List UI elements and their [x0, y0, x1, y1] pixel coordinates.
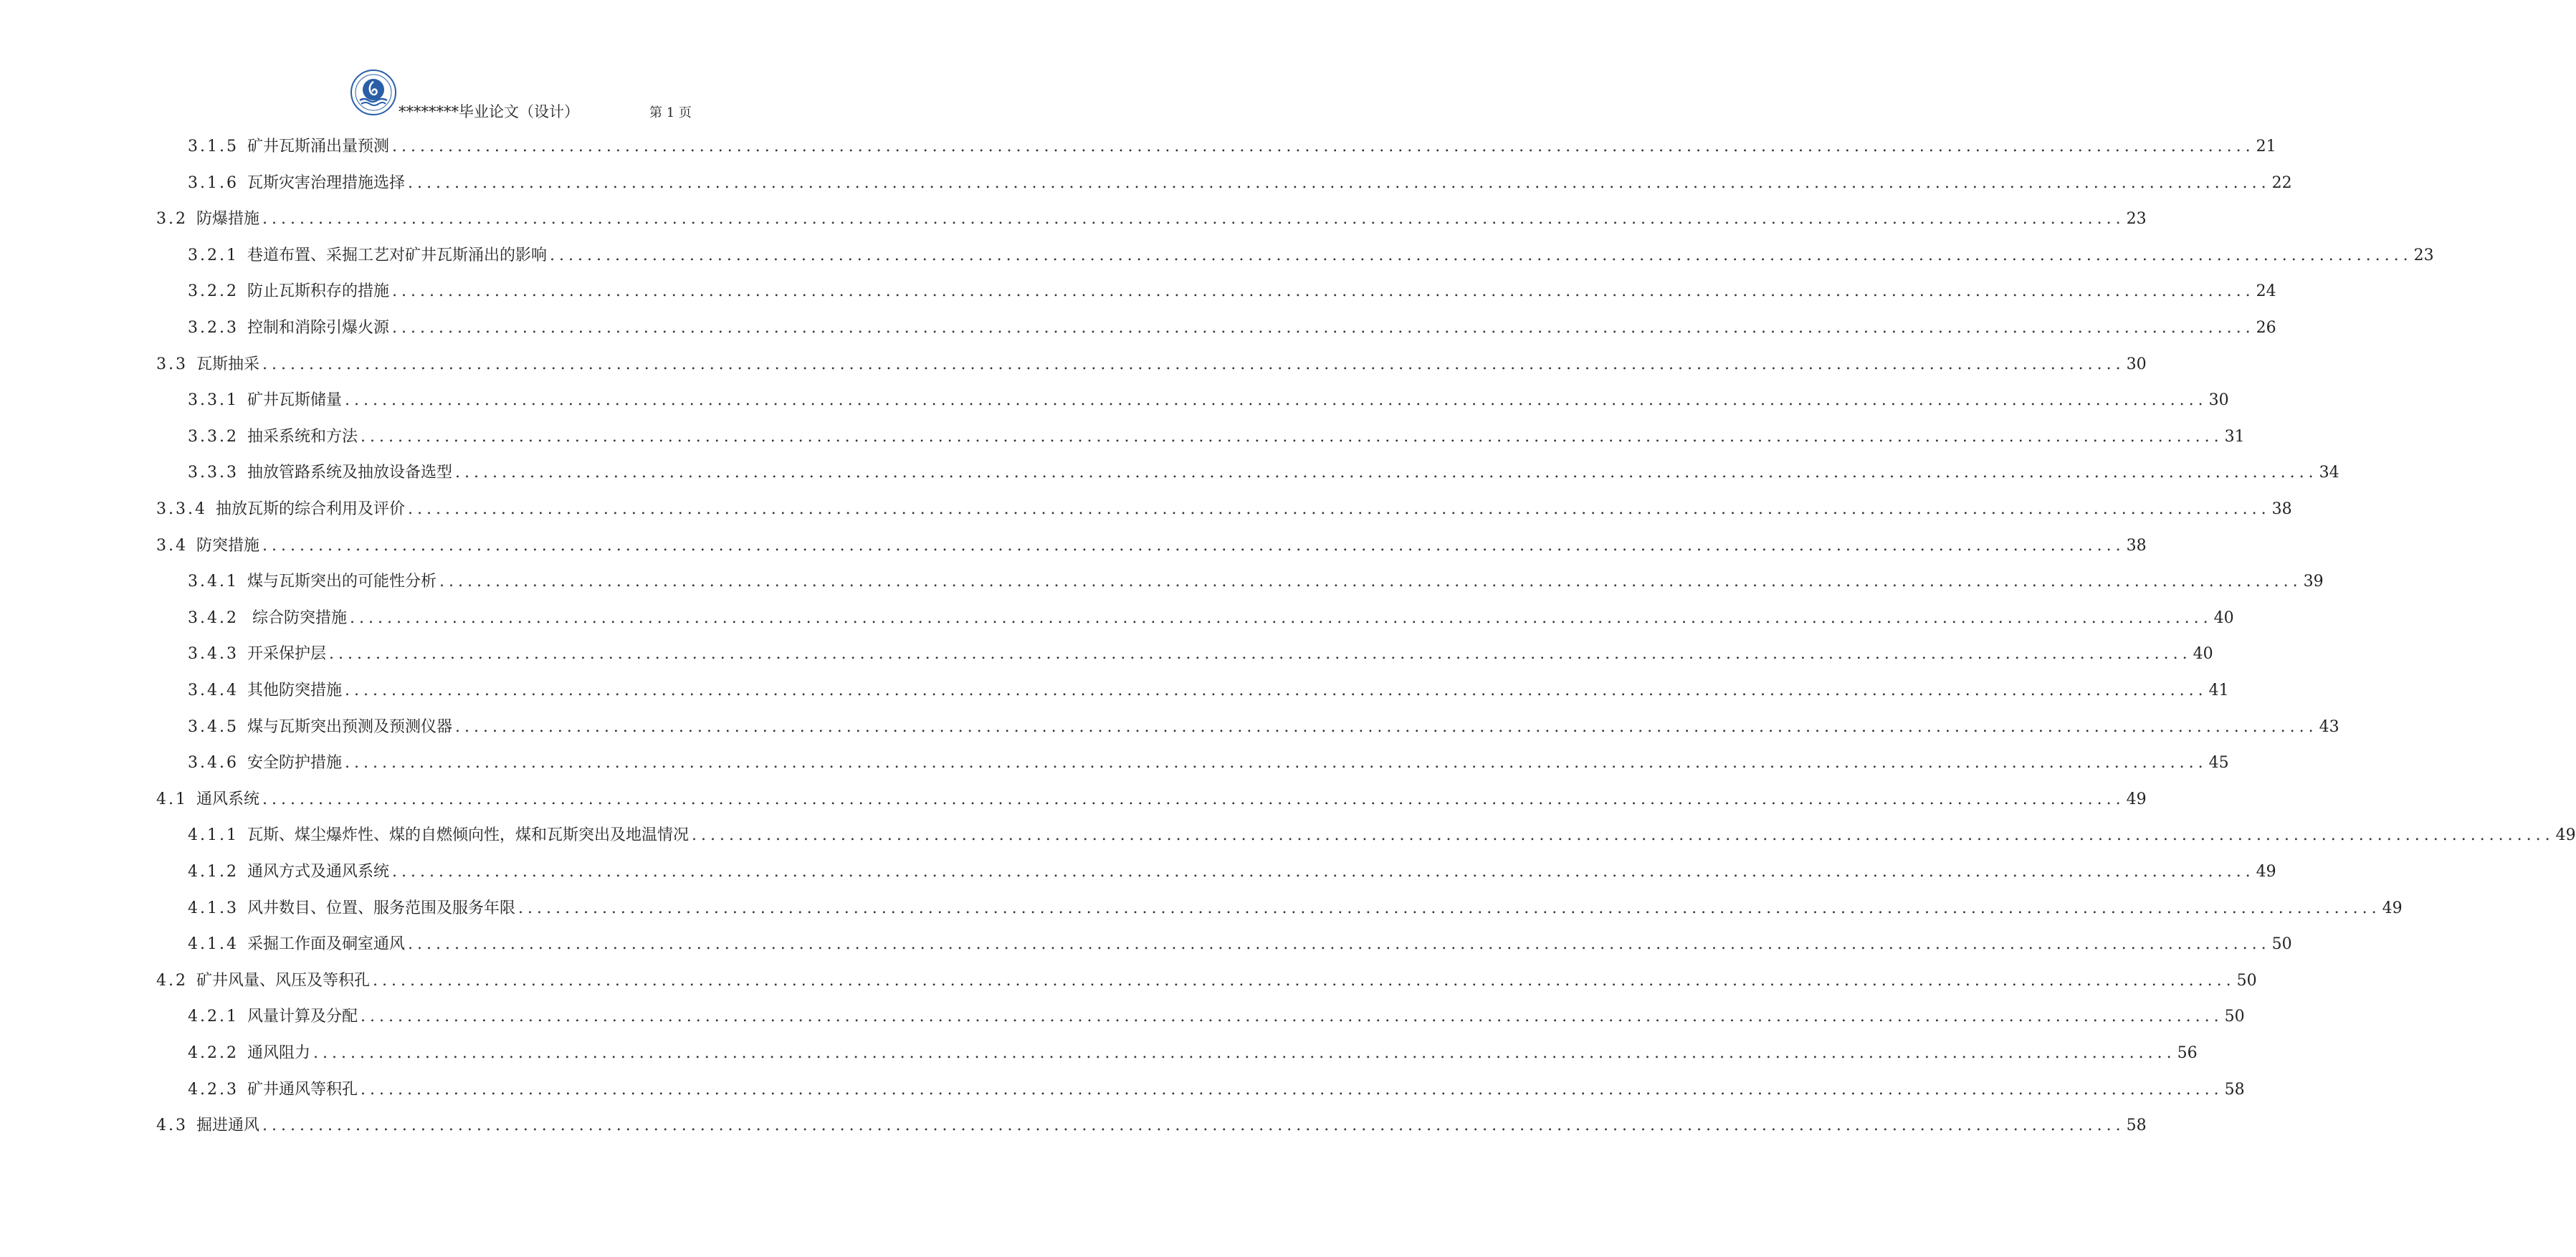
toc-entry[interactable]: [188, 932, 2292, 957]
toc-entry[interactable]: [188, 425, 2245, 449]
toc-entry[interactable]: [188, 860, 2276, 884]
toc-entry-number: 3.3.2: [188, 427, 239, 446]
toc-entry-title: 安全防护措施: [247, 754, 342, 773]
toc-entry-page: 22: [2271, 173, 2292, 192]
toc-dot-leader: ........................................................................................................................................................................................................: [392, 282, 2255, 301]
toc-entry[interactable]: [188, 1078, 2245, 1102]
toc-dot-leader: ........................................................................................................................................................................................................: [361, 1080, 2223, 1099]
toc-entry-title: 矿井瓦斯储量: [247, 391, 342, 410]
toc-entry-number: 4.1.3: [188, 899, 239, 917]
toc-entry[interactable]: [188, 823, 2576, 848]
toc-entry-title: 煤与瓦斯突出预测及预测仪器: [247, 717, 452, 736]
toc-dot-leader: ........................................................................................................................................................................................................: [392, 138, 2255, 156]
toc-entry-page: 40: [2193, 645, 2213, 664]
toc-entry-title: 矿井风量、风压及等积孔: [196, 971, 371, 990]
toc-entry-title: 通风方式及通风系统: [247, 863, 389, 881]
toc-dot-leader: ........................................................................................................................................................................................................: [262, 355, 2125, 373]
toc-entry[interactable]: [188, 715, 2339, 740]
toc-entry[interactable]: [188, 679, 2229, 703]
toc-entry-page: 49: [2256, 863, 2276, 881]
toc-dot-leader: ........................................................................................................................................................................................................: [392, 319, 2255, 337]
toc-dot-leader: ........................................................................................................................................................................................................: [455, 717, 2318, 736]
toc-entry-number: 4.2.2: [188, 1044, 239, 1062]
toc-entry-page: 21: [2256, 138, 2276, 156]
toc-entry-page: 38: [2271, 500, 2292, 518]
toc-entry[interactable]: [188, 461, 2339, 485]
toc-dot-leader: ........................................................................................................................................................................................................: [455, 464, 2318, 482]
toc-entry-title: 矿井通风等积孔: [247, 1080, 358, 1099]
toc-entry-page: 56: [2177, 1044, 2198, 1062]
toc-entry-number: 3.2.2: [188, 282, 239, 301]
toc-entry-page: 41: [2208, 682, 2229, 699]
toc-entry-page: 50: [2224, 1008, 2245, 1026]
toc-dot-leader: ........................................................................................................................................................................................................: [313, 1044, 2176, 1062]
toc-entry-number: 3.2.3: [188, 319, 239, 337]
toc-entry-page: 39: [2303, 573, 2324, 591]
toc-dot-leader: ........................................................................................................................................................................................................: [408, 935, 2271, 954]
toc-entry[interactable]: [156, 969, 2257, 993]
toc-entry[interactable]: [188, 751, 2229, 775]
toc-entry-title: 抽放瓦斯的综合利用及评价: [215, 500, 405, 518]
toc-entry-title: 其他防突措施: [247, 682, 342, 699]
toc-entry[interactable]: [188, 570, 2324, 594]
toc-entry-page: 23: [2413, 246, 2434, 264]
toc-entry-title: 巷道布置、采掘工艺对矿井瓦斯涌出的影响: [247, 246, 547, 264]
toc-entry-number: 3.3.3: [188, 464, 239, 482]
toc-entry-page: 30: [2208, 391, 2229, 410]
toc-entry-page: 49: [2382, 899, 2403, 917]
toc-entry-number: 4.1.2: [188, 863, 239, 881]
toc-entry-number: 4.2: [156, 971, 188, 990]
toc-dot-leader: ........................................................................................................................................................................................................: [518, 899, 2381, 917]
toc-entry-title: 防突措施: [196, 536, 260, 555]
toc-entry-number: 3.4.4: [188, 682, 239, 699]
toc-entry-title: 控制和消除引爆火源: [247, 319, 389, 337]
toc-dot-leader: ........................................................................................................................................................................................................: [392, 863, 2255, 881]
toc-dot-leader: ........................................................................................................................................................................................................: [361, 1008, 2223, 1026]
page-number: 第 1 页: [649, 105, 692, 120]
toc-entry-title: 抽采系统和方法: [247, 427, 358, 446]
toc-entry[interactable]: [188, 244, 2434, 268]
toc-entry[interactable]: [188, 171, 2292, 196]
toc-entry-title: 防爆措施: [196, 210, 260, 229]
toc-entry-page: 40: [2213, 608, 2234, 627]
toc-entry-title: 风量计算及分配: [247, 1008, 358, 1026]
toc-dot-leader: ........................................................................................................................................................................................................: [373, 971, 2236, 990]
toc-entry[interactable]: [156, 1114, 2147, 1138]
toc-entry[interactable]: [156, 534, 2147, 558]
toc-entry-title: 矿井瓦斯涌出量预测: [247, 138, 389, 156]
toc-entry-page: 49: [2555, 826, 2576, 845]
toc-dot-leader: ........................................................................................................................................................................................................: [439, 573, 2302, 591]
toc-entry-title: 风井数目、位置、服务范围及服务年限: [247, 899, 515, 917]
toc-entry-number: 3.4: [156, 536, 188, 555]
toc-dot-leader: ........................................................................................................................................................................................................: [262, 1117, 2125, 1135]
toc-entry-page: 50: [2271, 935, 2292, 954]
toc-entry[interactable]: [188, 606, 2234, 631]
toc-entry-title: 采掘工作面及硐室通风: [247, 935, 405, 954]
toc-entry-number: 3.3.4: [156, 500, 207, 518]
toc-entry-number: 3.4.5: [188, 717, 239, 736]
toc-entry-number: 3.4.1: [188, 573, 239, 591]
toc-entry[interactable]: [156, 497, 2292, 522]
toc-entry-number: 4.2.3: [188, 1080, 239, 1099]
toc-entry-title: 煤与瓦斯突出的可能性分析: [247, 573, 437, 591]
toc-entry-title: 开采保护层: [247, 645, 326, 664]
toc-entry-title: 通风阻力: [247, 1044, 310, 1062]
toc-entry-page: 58: [2126, 1117, 2147, 1135]
toc-entry-title: 通风系统: [196, 790, 260, 808]
toc-entry[interactable]: [188, 279, 2276, 304]
toc-entry-page: 49: [2126, 790, 2147, 808]
toc-entry-page: 58: [2224, 1080, 2245, 1099]
toc-entry-number: 4.2.1: [188, 1008, 239, 1026]
toc-entry[interactable]: [188, 388, 2229, 413]
toc-dot-leader: ........................................................................................................................................................................................................: [349, 608, 2213, 627]
toc-entry-page: 43: [2319, 717, 2339, 736]
toc-entry-number: 3.2.1: [188, 246, 239, 264]
toc-entry-page: 30: [2126, 355, 2147, 373]
toc-entry-page: 26: [2256, 319, 2276, 337]
toc-dot-leader: ........................................................................................................................................................................................................: [692, 826, 2554, 845]
toc-dot-leader: ........................................................................................................................................................................................................: [408, 173, 2271, 192]
toc-dot-leader: ........................................................................................................................................................................................................: [329, 645, 2192, 664]
toc-entry-number: 3.4.2: [188, 608, 239, 627]
toc-entry-page: 50: [2236, 971, 2257, 990]
toc-entry-title: 防止瓦斯积存的措施: [247, 282, 389, 301]
page-header: [0, 0, 889, 129]
toc-entry-title: 瓦斯抽采: [196, 355, 260, 373]
toc-entry-page: 23: [2126, 210, 2147, 229]
toc-entry-number: 4.1: [156, 790, 188, 808]
toc-entry[interactable]: [188, 1005, 2245, 1029]
thesis-title: ********毕业论文（设计）: [399, 103, 579, 120]
toc-entry[interactable]: [188, 135, 2276, 159]
toc-entry-number: 4.1.4: [188, 935, 239, 954]
toc-dot-leader: ........................................................................................................................................................................................................: [262, 210, 2125, 229]
toc-dot-leader: ........................................................................................................................................................................................................: [262, 790, 2125, 808]
toc-dot-leader: ........................................................................................................................................................................................................: [262, 536, 2125, 555]
toc-entry-title: 抽放管路系统及抽放设备选型: [247, 464, 452, 482]
toc-entry-title: 瓦斯灾害治理措施选择: [247, 173, 405, 192]
toc-dot-leader: ........................................................................................................................................................................................................: [408, 500, 2271, 518]
toc-entry-title: 掘进通风: [196, 1117, 260, 1135]
toc-entry[interactable]: [188, 1041, 2198, 1066]
toc-entry[interactable]: [188, 642, 2213, 666]
toc-entry-number: 3.2: [156, 210, 188, 229]
toc-entry-number: 3.3: [156, 355, 188, 373]
toc-entry-page: 24: [2256, 282, 2276, 301]
toc-entry-page: 38: [2126, 536, 2147, 555]
toc-entry-page: 31: [2224, 427, 2245, 446]
toc-entry-title: 瓦斯、煤尘爆炸性、煤的自燃倾向性，煤和瓦斯突出及地温情况: [247, 826, 689, 845]
toc-entry[interactable]: [156, 207, 2147, 231]
toc-entry-number: 4.1.1: [188, 826, 239, 845]
toc-entry-title: 综合防突措施: [247, 608, 347, 627]
toc-entry-number: 3.1.6: [188, 173, 239, 192]
toc-dot-leader: ........................................................................................................................................................................................................: [345, 391, 2208, 410]
toc-entry-number: 3.4.6: [188, 754, 239, 773]
toc-dot-leader: ........................................................................................................................................................................................................: [345, 754, 2208, 773]
toc-entry-number: 3.4.3: [188, 645, 239, 664]
university-logo-icon: [350, 69, 397, 116]
toc-entry[interactable]: [156, 788, 2147, 812]
toc-entry-page: 45: [2208, 754, 2229, 773]
toc-dot-leader: ........................................................................................................................................................................................................: [550, 246, 2413, 264]
toc-dot-leader: ........................................................................................................................................................................................................: [361, 427, 2223, 446]
toc-entry-number: 3.1.5: [188, 138, 239, 156]
toc-dot-leader: ........................................................................................................................................................................................................: [345, 682, 2208, 699]
toc-entry-number: 3.3.1: [188, 391, 239, 410]
toc-entry[interactable]: [188, 897, 2403, 921]
toc-entry[interactable]: [156, 353, 2147, 377]
toc-entry[interactable]: [188, 316, 2276, 340]
toc-entry-number: 4.3: [156, 1117, 188, 1135]
toc-entry-page: 34: [2319, 464, 2339, 482]
